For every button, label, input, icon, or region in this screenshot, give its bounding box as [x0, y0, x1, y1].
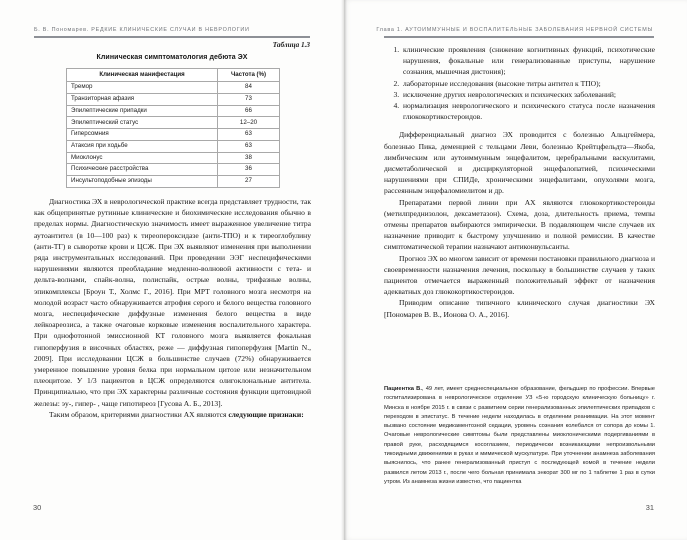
- table-header-row: [67, 69, 280, 82]
- criteria-item: 4. нормализация неврологического и психического статуса после назначения глюкокортикостероидов.: [401, 100, 655, 122]
- cell-manifestation: Миоклонус: [67, 152, 218, 164]
- table-row: [67, 117, 280, 129]
- case-report-body: , 49 лет, имеет среднеспециальное образование, фельдшер по профессии. Впервые госпитализирована в неврологическое отделение УЗ «5-ю городскую клиническую больницу» г. Минска в ноябре 2015 г. в связи с развитием серии генерализованных эпилептических припадков с переходом в эпистатус. В течение недели находилась в отделении реанимации. На этот момент вызвано состояние медикаментозной седации, уровень сознания колебался от сопора до комы 1. Очаговые неврологические симптомы были представлены миоклоническими подергиваниями в правой руке, расходящимся косоглазием, периодически возникающими непроизвольными тикоидными движениями в руках и мимической мускулатуре. При уточнении анамнеза заболевания выяснилось, что ранее генерализованный приступ с последующей комой в течение недели развился летом 2013 г., после чего больная принимала энкорат 300 мг по 1 таблетке 1 раз в сутки утром. Из анамнеза жизни известно, что пациентка: [384, 386, 656, 485]
- table-row: [67, 152, 280, 164]
- cell-frequency: 84: [218, 82, 280, 94]
- criteria-item: 2. лабораторные исследования (высокие титры антител к ТПО);: [401, 78, 655, 89]
- diagnostic-criteria-list: [384, 44, 655, 122]
- table-caption-number: Таблица 1.3: [272, 41, 310, 49]
- symptoms-table: [66, 68, 280, 188]
- paragraph-prognosis: Прогноз ЭХ во многом зависит от времени постановки правильного диагноза и своевременности назначения лечения, поскольку в большинстве случаев у таких пациентов отмечается выраженный положительный эффект от назначения адекватных доз глюкокортикостероидов.: [384, 253, 655, 297]
- cell-manifestation: Эпилептический статус: [67, 117, 218, 129]
- case-report-block: [384, 385, 655, 487]
- running-head-rule-right: [384, 36, 654, 38]
- page-gutter-shadow: [341, 0, 347, 540]
- table-title: Клиническая симптоматология дебюта ЭХ: [96, 54, 248, 61]
- cell-frequency: 36: [218, 164, 280, 176]
- paragraph-differential-diagnosis: Дифференциальный диагноз ЭХ проводится с болезнью Альцгеймера, болезнью Пика, деменцией с тельцами Леви, болезнью Крейтцфельдта—Якоба, лимбическим или аутоиммунным энцефалитом, церебральными васкулитами, дисметаболической и дисциркуляторной энцефалопатией, психическими нарушениями при СПИДе, хроническими энцефалитами, опухолями мозга, рассеянным энцефаломиелитом и др.: [384, 130, 655, 196]
- criteria-intro-bold: следующие признаки:: [228, 409, 304, 419]
- right-column-text: [384, 44, 655, 320]
- table-row: [67, 82, 280, 94]
- case-report-lead: Пациентка В.: [384, 386, 422, 392]
- page-number-right: 31: [645, 503, 654, 512]
- running-head-left: Б. В. Пономарев. РЕДКИЕ КЛИНИЧЕСКИЕ СЛУЧАИ В НЕВРОЛОГИИ: [34, 27, 250, 33]
- paragraph-case-intro: Приводим описание типичного клинического случая диагностики ЭХ [Пономарев В. В., Ионова О. А., 2016].: [384, 298, 655, 319]
- cell-manifestation: Психические расстройства: [67, 164, 218, 176]
- paragraph-diagnostics: Диагностика ЭХ в неврологической практике всегда представляет трудности, так как общепринятые рутинные клинические и биохимические исследования обычно в пределах нормы. Диагностическую значимость имеет выраженное увеличение титра аутоантител (в 10—100 раз) к тиреопероксидазе (анти-ТПО) и к тиреоглобулину (анти-ТГ) в сыворотке крови и ЦСЖ. При ЭХ выявляют изменения при выполнении ряда инструментальных исследований. При проведении ЭЭГ неспецифическими нарушениями являются преобладание медленно-волновой активности с тета- и дельта-волнами, спайк-волна, полиспайк, острые волны, трифазные волны, эпикомплексы [Броун Т., Холмс Г., 2016]. При МРТ головного мозга несмотря на молодой возраст часто обнаруживается атрофия серого и белого вещества головного мозга, неспецифические диффузные изменения белого вещества в виде лейкоареозиса, а также очаговые корковые изменения воспалительного характера. При однофотонной эмиссионной КТ головного мозга выявляется фокальная гипоперфузия в височных областях, реже — диффузная гипоперфузия [Martin N., 2009]. При исследовании ЦСЖ в большинстве случаев (72%) обнаруживается умеренное повышение уровня белка при нормальном цитозе или незначительном плеоцитозе. У 1/3 пациентов в ЦСЖ определяются олигоклональные антитела. Принципиально, что при ЭХ характерны различные состояния функции щитовидной железы: эу-, гипер- , чаще гипотиреоз [Гусова А. Б., 2013].: [34, 197, 311, 408]
- running-head-right: Глава 1. АУТОИММУННЫЕ И ВОСПАЛИТЕЛЬНЫЕ ЗАБОЛЕВАНИЯ НЕРВНОЙ СИСТЕМЫ: [376, 27, 653, 33]
- running-head-rule-left: [34, 36, 310, 38]
- table-row: [67, 140, 280, 152]
- cell-manifestation: Транзиторная афазия: [67, 94, 218, 106]
- case-report-text: [384, 385, 655, 487]
- cell-frequency: 73: [218, 94, 280, 106]
- cell-frequency: 27: [218, 175, 280, 187]
- paragraph-criteria-intro: [34, 409, 311, 420]
- cell-manifestation: Инсультоподобные эпизоды: [67, 175, 218, 187]
- cell-manifestation: Гиперсомния: [67, 129, 218, 141]
- table-row: [67, 164, 280, 176]
- cell-frequency: 38: [218, 152, 280, 164]
- paragraph-first-line-therapy: Препаратами первой линии при АХ являются глюкокортикостероиды (метилпреднизолон, дексаметазон). Схема, доза, длительность приема, темпы отмены препаратов выбираются эмпирически. В подавляющем числе случаев их назначение приводит к быстрому улучшению и полной ремиссии. В качестве симптоматической терапии назначают антиконвульсанты.: [384, 197, 655, 252]
- criteria-intro-plain: Таким образом, критериями диагностики АХ являются: [49, 409, 229, 419]
- table-row: [67, 175, 280, 187]
- column-header-frequency: Частота (%): [218, 69, 280, 82]
- left-column-text: [34, 196, 311, 420]
- cell-frequency: 63: [218, 140, 280, 152]
- cell-manifestation: Тремор: [67, 82, 218, 94]
- page-number-left: 30: [33, 503, 42, 512]
- table-row: [67, 94, 280, 106]
- table-row: [67, 105, 280, 117]
- criteria-item: 1. клинические проявления (снижение когнитивных функций, психотические нарушения, фокальные или генерализованные приступы, нарушение сознания, мышечная дистония);: [401, 44, 655, 78]
- cell-manifestation: Эпилептические припадки: [67, 105, 218, 117]
- cell-manifestation: Атаксия при ходьбе: [67, 140, 218, 152]
- cell-frequency: 12–20: [218, 117, 280, 129]
- criteria-item: 3. исключение других неврологических и психических заболеваний;: [401, 89, 655, 100]
- cell-frequency: 63: [218, 129, 280, 141]
- cell-frequency: 66: [218, 105, 280, 117]
- column-header-manifestation: Клиническая манифестация: [67, 69, 218, 82]
- table-row: [67, 129, 280, 141]
